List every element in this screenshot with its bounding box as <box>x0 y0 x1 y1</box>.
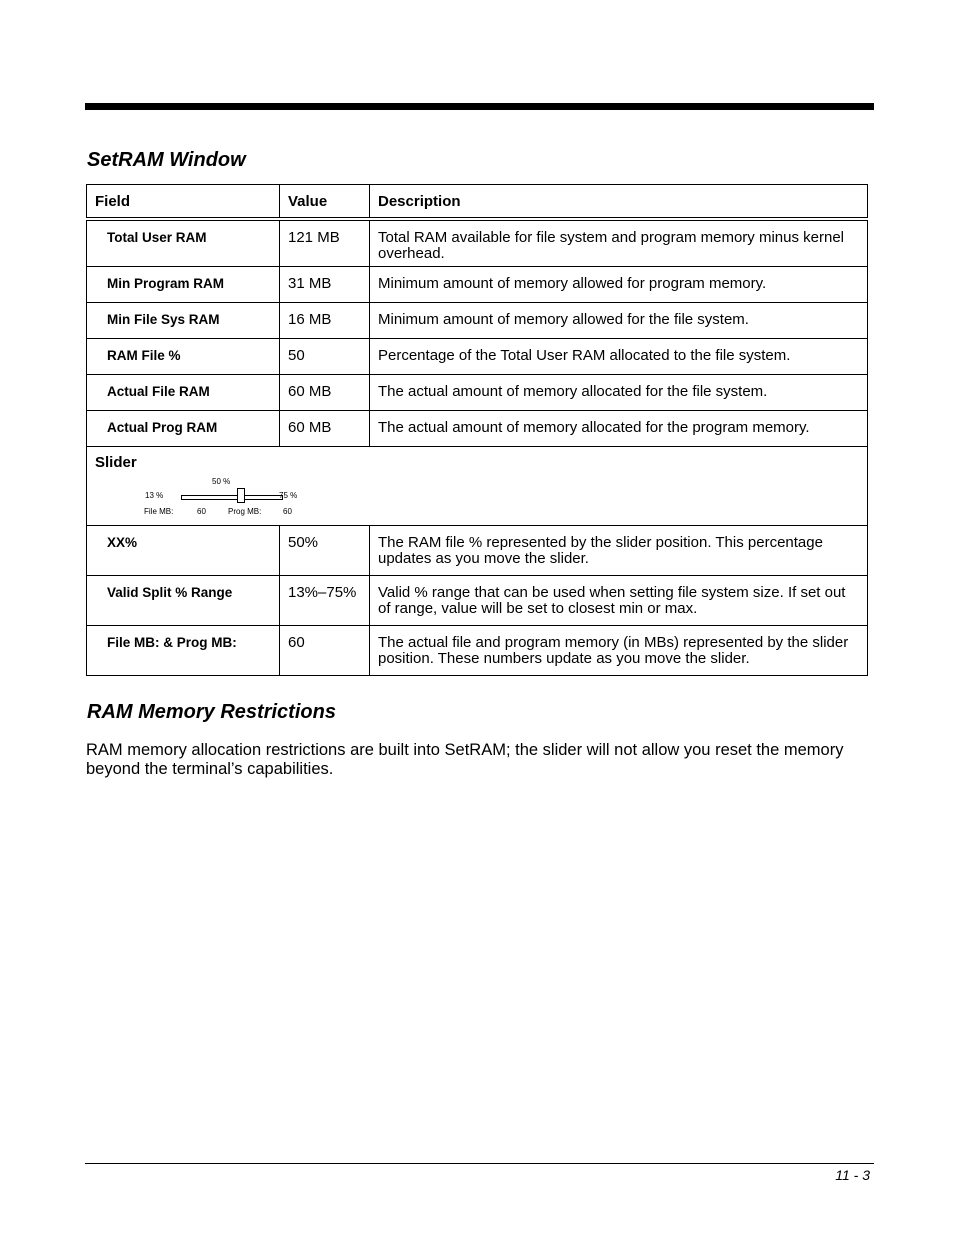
top-rule <box>85 103 874 110</box>
table-row <box>87 339 868 375</box>
value-cell: 16 MB <box>280 303 370 339</box>
table-row <box>87 576 868 626</box>
bottom-rule <box>85 1163 874 1164</box>
value-cell: 60 MB <box>280 411 370 447</box>
header-description: Description <box>370 185 868 219</box>
header-value: Value <box>280 185 370 219</box>
description-cell: The actual file and program memory (in MBs) represented by the slider position. These numbers update as you move the slider. <box>370 626 868 676</box>
value-cell: 13%–75% <box>280 576 370 626</box>
field-cell: Actual Prog RAM <box>87 411 280 447</box>
setram-fields-table <box>86 184 868 676</box>
value-cell: 31 MB <box>280 267 370 303</box>
description-cell: Percentage of the Total User RAM allocated to the file system. <box>370 339 868 375</box>
field-cell: Total User RAM <box>87 219 280 267</box>
table-row <box>87 303 868 339</box>
page-number: 11 - 3 <box>835 1167 870 1183</box>
field-cell: Valid Split % Range <box>87 576 280 626</box>
field-cell: XX% <box>87 526 280 576</box>
slider-row <box>87 447 868 526</box>
table-row <box>87 219 868 267</box>
file-mb-value: 60 <box>197 507 206 516</box>
field-cell: File MB: & Prog MB: <box>87 626 280 676</box>
table-row <box>87 375 868 411</box>
slider-track <box>181 495 283 500</box>
description-cell: The actual amount of memory allocated for the program memory. <box>370 411 868 447</box>
value-cell: 60 <box>280 626 370 676</box>
description-cell: The actual amount of memory allocated for the file system. <box>370 375 868 411</box>
body-paragraph: RAM memory allocation restrictions are built into SetRAM; the slider will not allow you reset the memory beyond the terminal’s capabilities. <box>86 741 844 778</box>
table-row <box>87 267 868 303</box>
slider-figure <box>95 473 298 519</box>
header-field: Field <box>87 185 280 219</box>
slider-current-percent: 50 % <box>212 477 231 486</box>
section-title-ram-memory-restrictions: RAM Memory Restrictions <box>87 701 336 723</box>
description-cell: Total RAM available for file system and program memory minus kernel overhead. <box>370 219 868 267</box>
slider-max-percent: 75 % <box>279 491 298 500</box>
description-cell: The RAM file % represented by the slider position. This percentage updates as you move the slider. <box>370 526 868 576</box>
field-cell: Min Program RAM <box>87 267 280 303</box>
description-cell: Minimum amount of memory allowed for program memory. <box>370 267 868 303</box>
slider-thumb <box>237 488 245 503</box>
slider-label: Slider <box>95 454 137 471</box>
field-cell: Min File Sys RAM <box>87 303 280 339</box>
prog-mb-label: Prog MB: <box>228 507 262 516</box>
description-cell: Valid % range that can be used when setting file system size. If set out of range, value will be set to closest min or max. <box>370 576 868 626</box>
slider-cell <box>87 447 868 526</box>
table-header-row <box>87 185 868 219</box>
value-cell: 50 <box>280 339 370 375</box>
value-cell: 50% <box>280 526 370 576</box>
table-row <box>87 411 868 447</box>
table-row <box>87 526 868 576</box>
value-cell: 121 MB <box>280 219 370 267</box>
value-cell: 60 MB <box>280 375 370 411</box>
table-row <box>87 626 868 676</box>
file-mb-label: File MB: <box>144 507 174 516</box>
prog-mb-value: 60 <box>283 507 292 516</box>
slider-min-percent: 13 % <box>145 491 164 500</box>
field-cell: RAM File % <box>87 339 280 375</box>
section-title-setram-window: SetRAM Window <box>87 149 246 171</box>
field-cell: Actual File RAM <box>87 375 280 411</box>
description-cell: Minimum amount of memory allowed for the file system. <box>370 303 868 339</box>
